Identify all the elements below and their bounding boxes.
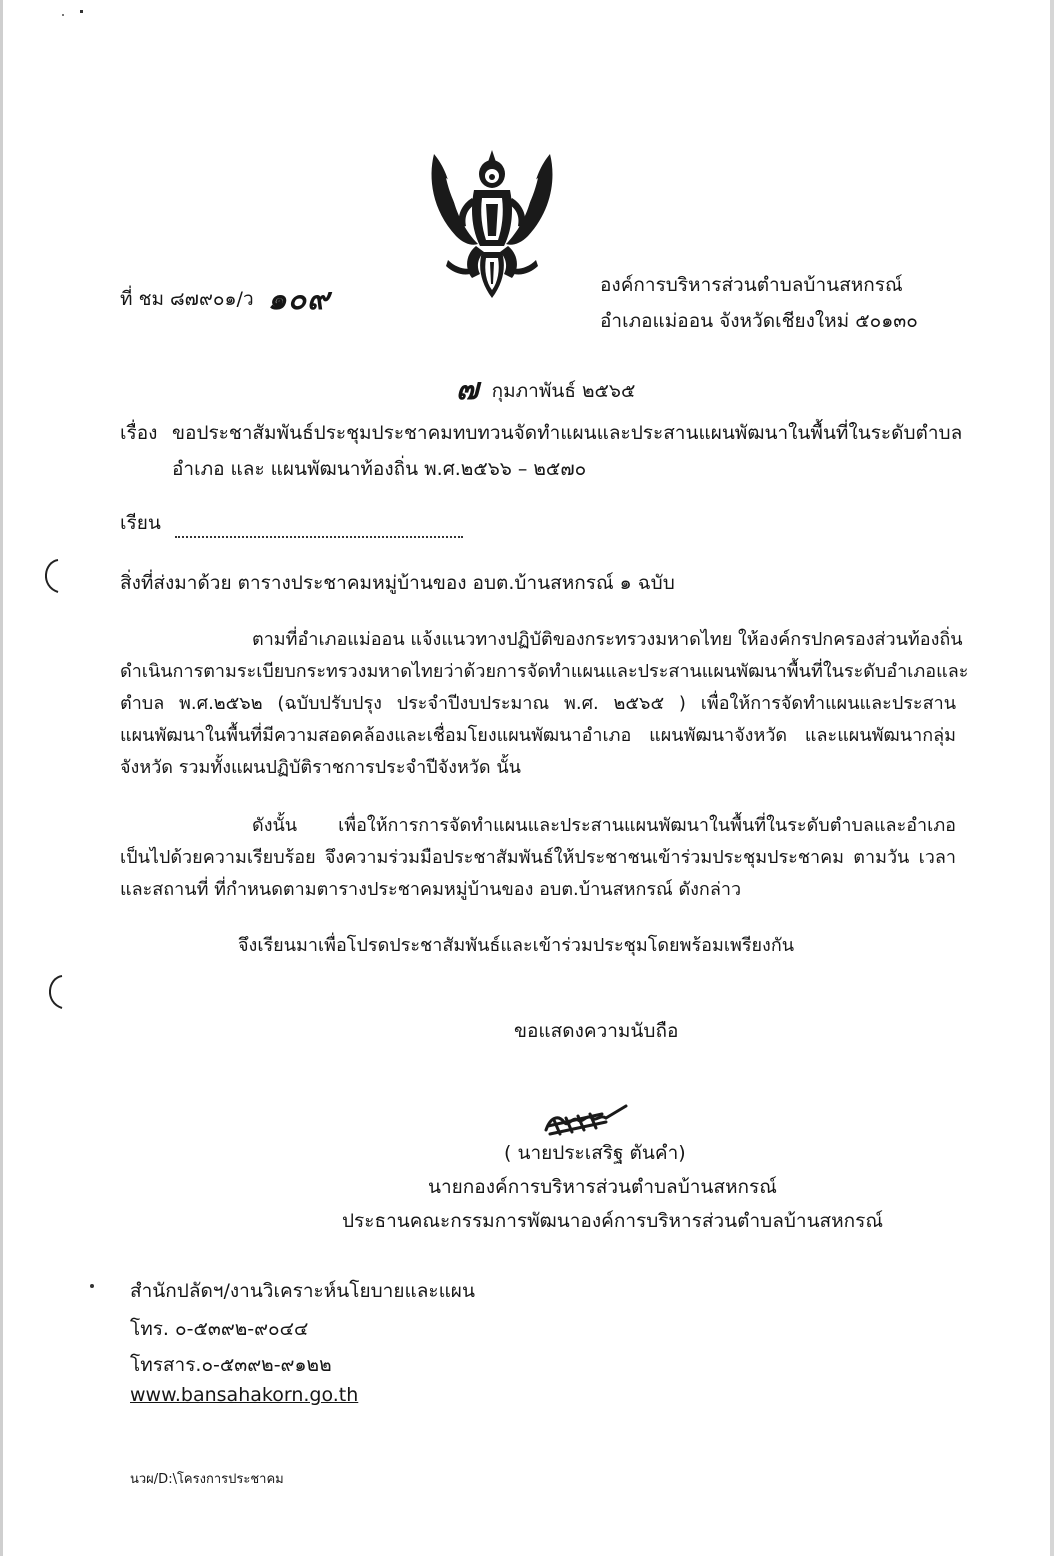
signer-name: ( นายประเสริฐ ตันคำ) [504,1142,686,1164]
closing-phrase: ขอแสดงความนับถือ [514,1020,679,1042]
file-path: นวผ/D:\โครงการประชาคม [130,1472,284,1487]
organization-address: อำเภอแม่ออน จังหวัดเชียงใหม่ ๕๐๑๓๐ [600,310,918,332]
recipient-label: เรียน [120,512,161,534]
scan-speck [62,14,64,16]
recipient-dotted-blank [175,516,463,538]
paragraph-2-line: ดังนั้น เพื่อให้การการจัดทำแผนและประสานแผนพัฒนาในพื้นที่ในระดับตำบลและอำเภอ [252,815,956,836]
recipient-line [120,508,463,538]
signer-title-1: นายกองค์การบริหารส่วนตำบลบ้านสหกรณ์ [428,1176,777,1198]
footer-fax: โทรสาร.๐-๕๓๙๒-๙๑๒๒ [130,1354,332,1376]
reference-prefix: ที่ ชม ๘๗๙๐๑/ว [120,288,254,310]
paragraph-2-line: และสถานที่ ที่กำหนดตามตารางประชาคมหมู่บ้านของ อบต.บ้านสหกรณ์ ดังกล่าว [120,879,742,900]
paragraph-1-line: จังหวัด รวมทั้งแผนปฏิบัติราชการประจำปีจังหวัด นั้น [120,757,521,778]
garuda-emblem-icon [426,148,558,300]
paragraph-1-line: ตำบล พ.ศ.๒๕๖๒ (ฉบับปรับปรุง ประจำปีงบประมาณ พ.ศ. ๒๕๖๕ ) เพื่อให้การจัดทำแผนและประสาน [120,693,956,714]
reference-number-handwritten: ๑๐๙ [267,282,330,317]
signer-title-2: ประธานคณะกรรมการพัฒนาองค์การบริหารส่วนตำบลบ้านสหกรณ์ [342,1210,884,1232]
footer-office: สำนักปลัดฯ/งานวิเคราะห์นโยบายและแผน [130,1280,475,1302]
date-day-handwritten: ๗ [456,372,480,407]
subject-label: เรื่อง [120,422,158,444]
subject-line-1: ขอประชาสัมพันธ์ประชุมประชาคมทบทวนจัดทำแผนและประสานแผนพัฒนาในพื้นที่ในระดับตำบล [172,422,963,444]
scan-edge-right [1050,0,1054,1556]
paragraph-1-line: แผนพัฒนาในพื้นที่มีความสอดคล้องและเชื่อมโยงแผนพัฒนาอำเภอ แผนพัฒนาจังหวัด และแผนพัฒนากลุ่ม [120,725,956,746]
date-month-year: กุมภาพันธ์ ๒๕๖๕ [491,380,636,402]
scan-speck [90,1284,94,1288]
punch-hole-icon [40,972,68,1012]
footer-website-link[interactable]: www.bansahakorn.go.th [130,1384,359,1406]
paragraph-3: จึงเรียนมาเพื่อโปรดประชาสัมพันธ์และเข้าร่วมประชุมโดยพร้อมเพรียงกัน [238,935,795,956]
paragraph-1-line: ดำเนินการตามระเบียบกระทรวงมหาดไทยว่าด้วยการจัดทำแผนและประสานแผนพัฒนาพื้นที่ในระดับอำเภอและ [120,661,969,682]
scan-edge-left [0,0,3,1556]
punch-hole-icon [36,556,64,596]
organization-name: องค์การบริหารส่วนตำบลบ้านสหกรณ์ [600,274,903,296]
scan-speck [80,10,83,13]
letter-date [456,364,635,411]
paragraph-1-line: ตามที่อำเภอแม่ออน แจ้งแนวทางปฏิบัติของกระทรวงมหาดไทย ให้องค์กรปกครองส่วนท้องถิ่น [252,629,963,650]
subject-line-2: อำเภอ และ แผนพัฒนาท้องถิ่น พ.ศ.๒๕๖๖ – ๒๕๗๐ [172,458,587,480]
paragraph-2-line: เป็นไปด้วยความเรียบร้อย จึงความร่วมมือประชาสัมพันธ์ให้ประชาชนเข้าร่วมประชุมประชาคม ตามวัน เวลา [120,847,956,868]
reference-number [120,272,330,319]
enclosure-line: สิ่งที่ส่งมาด้วย ตารางประชาคมหมู่บ้านของ อบต.บ้านสหกรณ์ ๑ ฉบับ [120,572,675,594]
footer-telephone: โทร. ๐-๕๓๙๒-๙๐๔๔ [130,1318,309,1340]
